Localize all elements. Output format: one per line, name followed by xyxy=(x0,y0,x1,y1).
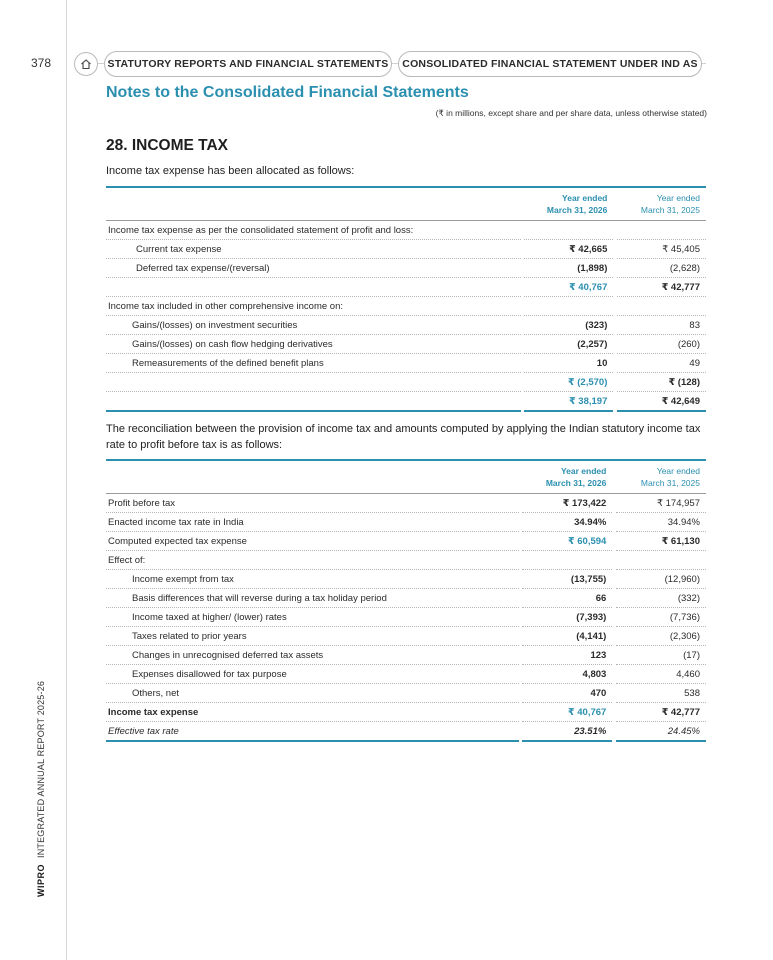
value-prior-year: (12,960) xyxy=(616,570,706,589)
value-current-year: (2,257) xyxy=(524,335,613,354)
value-current-year: 123 xyxy=(522,646,612,665)
section-title: 28. INCOME TAX xyxy=(106,137,229,154)
table-row xyxy=(106,703,706,722)
row-label: Income tax expense as per the consolidated statement of profit and loss: xyxy=(106,221,521,240)
row-label: Income tax included in other comprehensive income on: xyxy=(106,297,521,316)
tab-statutory-reports[interactable]: STATUTORY REPORTS AND FINANCIAL STATEMENTS xyxy=(104,51,392,77)
brand-logo-text: WIPRO xyxy=(36,864,46,897)
value-current-year: 23.51% xyxy=(522,722,612,742)
row-label: Remeasurements of the defined benefit plans xyxy=(106,354,521,373)
col-header-current: Year ended March 31, 2026 xyxy=(522,460,612,494)
value-prior-year: 24.45% xyxy=(616,722,706,742)
table-row xyxy=(106,684,706,703)
row-label: Taxes related to prior years xyxy=(106,627,519,646)
side-report-label xyxy=(36,681,46,897)
col-header-prior: Year ended March 31, 2025 xyxy=(617,187,706,221)
value-current-year: (4,141) xyxy=(522,627,612,646)
value-prior-year: (2,306) xyxy=(616,627,706,646)
value-current-year xyxy=(524,221,613,240)
value-prior-year: ₹ (128) xyxy=(617,373,706,392)
value-prior-year: (7,736) xyxy=(616,608,706,627)
value-prior-year xyxy=(617,221,706,240)
table-row xyxy=(106,627,706,646)
value-current-year xyxy=(522,551,612,570)
value-prior-year xyxy=(617,297,706,316)
side-rule xyxy=(66,0,67,960)
table-row xyxy=(106,665,706,684)
col-header-current: Year ended March 31, 2026 xyxy=(524,187,613,221)
currency-note: (₹ in millions, except share and per share data, unless otherwise stated) xyxy=(435,108,707,118)
value-current-year xyxy=(524,297,613,316)
table-row xyxy=(106,259,706,278)
table-row xyxy=(106,278,706,297)
value-current-year: ₹ 42,665 xyxy=(524,240,613,259)
table-header-row xyxy=(106,460,706,494)
table-row xyxy=(106,221,706,240)
tab-consolidated-financial-statement[interactable]: CONSOLIDATED FINANCIAL STATEMENT UNDER IND AS xyxy=(398,51,702,77)
table-row xyxy=(106,335,706,354)
table-row xyxy=(106,589,706,608)
row-label: Enacted income tax rate in India xyxy=(106,513,519,532)
tax-allocation-table xyxy=(106,186,706,412)
notes-title: Notes to the Consolidated Financial Statements xyxy=(106,84,469,101)
value-current-year: ₹ 40,767 xyxy=(522,703,612,722)
row-label: Income taxed at higher/ (lower) rates xyxy=(106,608,519,627)
table-row xyxy=(106,722,706,742)
value-current-year: 34.94% xyxy=(522,513,612,532)
row-label: Income tax expense xyxy=(106,703,519,722)
table-row xyxy=(106,316,706,335)
table-row xyxy=(106,570,706,589)
table-row xyxy=(106,392,706,412)
home-button[interactable] xyxy=(74,52,98,76)
row-label: Others, net xyxy=(106,684,519,703)
value-current-year: ₹ (2,570) xyxy=(524,373,613,392)
value-prior-year: 4,460 xyxy=(616,665,706,684)
value-prior-year: (17) xyxy=(616,646,706,665)
row-label: Expenses disallowed for tax purpose xyxy=(106,665,519,684)
table-row xyxy=(106,240,706,259)
table-row xyxy=(106,532,706,551)
col-header-prior: Year ended March 31, 2025 xyxy=(616,460,706,494)
value-prior-year xyxy=(616,551,706,570)
value-prior-year: 49 xyxy=(617,354,706,373)
table-row xyxy=(106,608,706,627)
value-prior-year: (260) xyxy=(617,335,706,354)
tax-reconciliation-table xyxy=(106,459,706,742)
value-prior-year: ₹ 42,649 xyxy=(617,392,706,412)
value-current-year: ₹ 173,422 xyxy=(522,494,612,513)
row-label: Current tax expense xyxy=(106,240,521,259)
value-current-year: 4,803 xyxy=(522,665,612,684)
row-label xyxy=(106,278,521,297)
row-label: Deferred tax expense/(reversal) xyxy=(106,259,521,278)
row-label: Basis differences that will reverse during a tax holiday period xyxy=(106,589,519,608)
row-label xyxy=(106,392,521,412)
value-current-year: 66 xyxy=(522,589,612,608)
value-current-year: ₹ 40,767 xyxy=(524,278,613,297)
value-prior-year: ₹ 61,130 xyxy=(616,532,706,551)
value-prior-year: (332) xyxy=(616,589,706,608)
table-row xyxy=(106,494,706,513)
row-label: Changes in unrecognised deferred tax assets xyxy=(106,646,519,665)
value-current-year: (13,755) xyxy=(522,570,612,589)
table-row xyxy=(106,373,706,392)
home-icon xyxy=(80,58,92,70)
value-prior-year: ₹ 42,777 xyxy=(617,278,706,297)
table-row xyxy=(106,551,706,570)
value-prior-year: 538 xyxy=(616,684,706,703)
table-row xyxy=(106,646,706,665)
value-prior-year: ₹ 174,957 xyxy=(616,494,706,513)
value-current-year: ₹ 60,594 xyxy=(522,532,612,551)
value-prior-year: 34.94% xyxy=(616,513,706,532)
value-current-year: ₹ 38,197 xyxy=(524,392,613,412)
row-label: Effect of: xyxy=(106,551,519,570)
intro-paragraph-1: Income tax expense has been allocated as follows: xyxy=(106,165,355,177)
value-current-year: 10 xyxy=(524,354,613,373)
report-title: INTEGRATED ANNUAL REPORT 2025-26 xyxy=(36,680,46,858)
table-row xyxy=(106,297,706,316)
row-label: Computed expected tax expense xyxy=(106,532,519,551)
intro-paragraph-2: The reconciliation between the provision of income tax and amounts computed by applying the Indian statutory income tax rate to profit before tax is as follows: xyxy=(106,423,701,451)
row-label: Profit before tax xyxy=(106,494,519,513)
value-prior-year: 83 xyxy=(617,316,706,335)
value-current-year: (323) xyxy=(524,316,613,335)
row-label: Income exempt from tax xyxy=(106,570,519,589)
value-prior-year: ₹ 42,777 xyxy=(616,703,706,722)
row-label: Gains/(losses) on cash flow hedging derivatives xyxy=(106,335,521,354)
table-row xyxy=(106,513,706,532)
value-current-year: (7,393) xyxy=(522,608,612,627)
table-header-row xyxy=(106,187,706,221)
page-number: 378 xyxy=(31,56,52,70)
value-current-year: 470 xyxy=(522,684,612,703)
value-prior-year: (2,628) xyxy=(617,259,706,278)
table-row xyxy=(106,354,706,373)
value-current-year: (1,898) xyxy=(524,259,613,278)
row-label xyxy=(106,373,521,392)
row-label: Effective tax rate xyxy=(106,722,519,742)
value-prior-year: ₹ 45,405 xyxy=(617,240,706,259)
row-label: Gains/(losses) on investment securities xyxy=(106,316,521,335)
